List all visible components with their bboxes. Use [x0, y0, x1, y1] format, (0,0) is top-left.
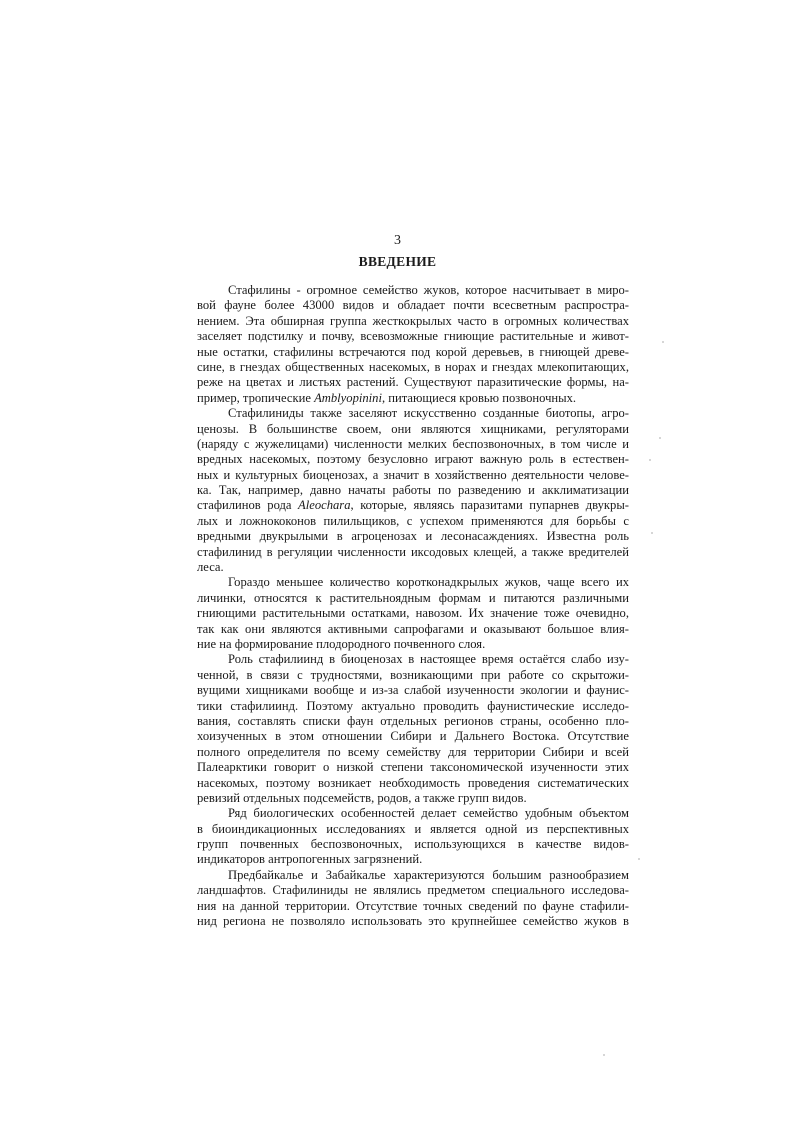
text-line: насекомых, поэтому возникает необходимость проведения систематических — [197, 775, 629, 790]
text-line: вущими хищниками вообще и из-за слабой изученности экологии и фаунис- — [197, 683, 629, 698]
text-line: вредными двукрылыми в агроценозах и лесонасаждениях. Известна роль — [197, 529, 629, 544]
text-line: (наряду с жужелицами) численности мелких беспозвоночных, в том числе и — [197, 436, 629, 451]
text-line: реже на цветах и листьях растений. Существуют паразитические формы, на- — [197, 375, 629, 390]
text-line: нид региона не позволяло использовать это крупнейшее семейство жуков в — [197, 914, 629, 929]
text-line: тики стафилиинд. Поэтому актуально проводить фаунистические исследо- — [197, 698, 629, 713]
text-line: ных и культурных биоценозах, а значит в хозяйственно деятельности челове- — [197, 467, 629, 482]
text-line: хоизученных в этом отношении Сибири и Дальнего Востока. Отсутствие — [197, 729, 629, 744]
text-line: стафилинов рода Aleochara, которые, являясь паразитами пупарнев двукры- — [197, 498, 629, 513]
text-line: Стафилиниды также заселяют искусственно созданные биотопы, агро- — [228, 406, 629, 421]
text-line: вания, составлять списки фаун отдельных регионов страны, особенно пло- — [197, 713, 629, 728]
paragraph-biocenoses-role — [197, 652, 629, 806]
text-line: ние на формирование плодородного почвенного слоя. — [197, 636, 486, 651]
text-line: личинки, относятся к растительноядным формам и питаются различными — [197, 590, 629, 605]
text-line: ландшафтов. Стафилиниды не являлись предметом специального исследова- — [197, 883, 629, 898]
text-line: в биоиндикационных исследованиях и является одной из перспективных — [197, 821, 629, 836]
text-line: нением. Эта обширная группа жесткокрылых часто в огромных количествах — [197, 313, 629, 328]
text-line: Палеарктики говорит о низкой степени таксономической изученности этих — [197, 760, 629, 775]
scan-speck — [649, 459, 651, 461]
text-line: гниющими растительными остатками, навозом. Их значение тоже очевидно, — [197, 606, 629, 621]
text-line: так как они являются активными сапрофагами и оказывают большое влия- — [197, 621, 629, 636]
scan-speck — [603, 1054, 605, 1056]
text-line: леса. — [197, 560, 224, 575]
text-line: ценозы. В большинстве своем, они являются хищниками, регуляторами — [197, 421, 629, 436]
text-line: заселяет подстилку и почву, всевозможные гниющие растительные и живот- — [197, 329, 629, 344]
paragraph-intro — [197, 283, 629, 406]
paragraph-baikal-region — [197, 868, 629, 930]
text-line: Предбайкалье и Забайкалье характеризуются большим разнообразием — [228, 867, 629, 882]
text-line: Роль стафилиинд в биоценозах в настоящее время остаётся слабо изу- — [228, 652, 629, 667]
text-line: Ряд биологических особенностей делает семейство удобным объектом — [228, 806, 629, 821]
paragraph-phytophages — [197, 575, 629, 652]
text-line: сине, в гнездах общественных насекомых, в норах и гнездах млекопитающих, — [197, 359, 629, 374]
document-body — [197, 283, 629, 929]
scan-speck — [662, 341, 664, 343]
paragraph-agrocenoses — [197, 406, 629, 575]
text-line: вой фауне более 43000 видов и обладает почти всесветным распростра- — [197, 298, 629, 313]
text-line: индикаторов антропогенных загрязнений. — [197, 852, 423, 867]
text-line: вредных насекомых, поэтому безусловно играют важную роль в естествен- — [197, 452, 629, 467]
text-line: ченной, в связи с трудностями, возникающими при работе со скрытожи- — [197, 667, 629, 682]
text-line: лых и ложнококонов пилильщиков, с успехом применяются для борьбы с — [197, 513, 629, 528]
page-title: ВВЕДЕНИЕ — [358, 254, 437, 269]
text-line: Стафилины - огромное семейство жуков, которое насчитывает в миро- — [228, 283, 629, 297]
scan-speck — [638, 858, 640, 860]
text-line: ка. Так, например, давно начаты работы по разведению и акклиматизации — [197, 483, 629, 498]
text-line: Гораздо меньшее количество коротконадкрылых жуков, чаще всего их — [228, 575, 629, 590]
text-line: ния на данной территории. Отсутствие точных сведений по фауне стафили- — [197, 898, 629, 913]
text-line: групп почвенных беспозвоночных, использующихся в качестве видов- — [197, 837, 629, 852]
page-number: 3 — [394, 233, 401, 248]
text-line: ные остатки, стафилины встречаются под корой деревьев, в гниющей древе- — [197, 344, 629, 359]
text-line: ревизий отдельных подсемейств, родов, а также групп видов. — [197, 790, 527, 805]
text-line: пример, тропические Amblyopinini, питающиеся кровью позвоночных. — [197, 390, 577, 405]
scan-speck — [659, 437, 661, 439]
text-line: стафилинид в регуляции численности иксодовых клещей, а также вредителей — [197, 544, 629, 559]
scan-speck — [651, 532, 653, 534]
text-line: полного определителя по всему семейству для территории Сибири и всей — [197, 744, 629, 759]
paragraph-bioindication — [197, 806, 629, 868]
